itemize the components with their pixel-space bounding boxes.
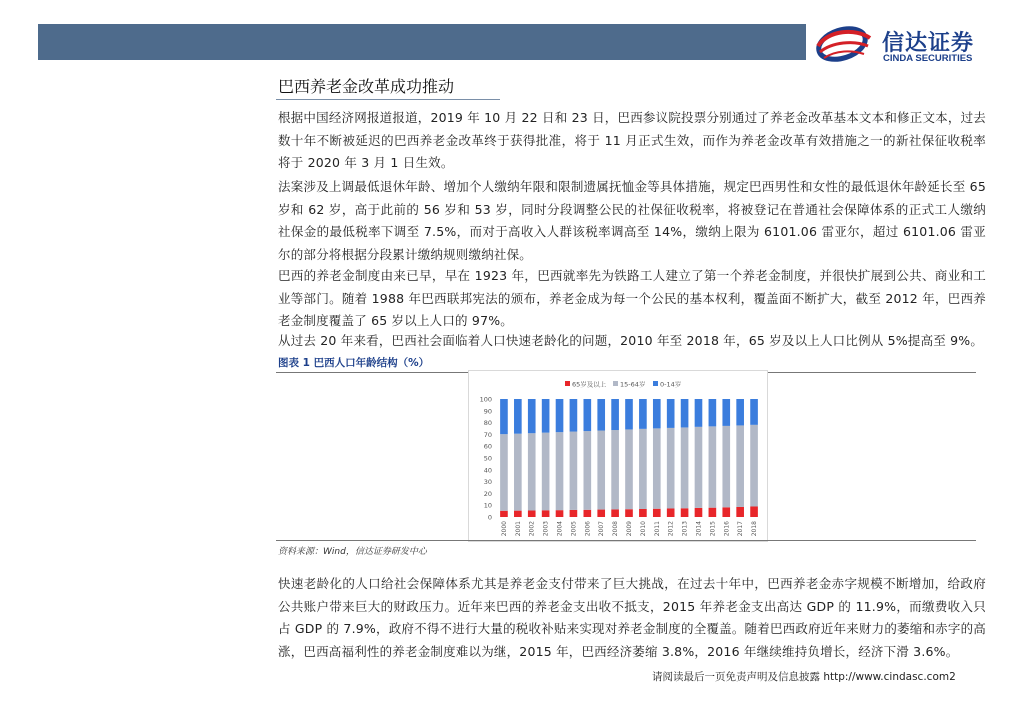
bar-segment xyxy=(681,427,689,508)
paragraph-2: 法案涉及上调最低退休年龄、增加个人缴纳年限和限制遗属抚恤金等具体措施，规定巴西男性和女性的最低退休年龄延长至 65 岁和 62 岁，高于此前的 56 岁和 53 岁，同时分段调整公民的社保征收税率，将被登记在普通社会保障体系的正式工人缴纳社保金的最低税率下调至 7.5%，而对于高收入人群该税率调高至 14%，缴纳上限为 6101.06 雷亚尔，超过 6101.06 雷亚尔的部分将根据分段累计缴纳规则缴纳社保。 xyxy=(278,179,986,262)
bar-segment xyxy=(583,510,591,517)
bar-segment xyxy=(528,399,536,433)
y-tick-label: 100 xyxy=(479,395,492,404)
paragraph-5: 快速老龄化的人口给社会保障体系尤其是养老金支付带来了巨大挑战，在过去十年中，巴西养老金赤字规模不断增加，给政府公共账户带来巨大的财政压力。近年来巴西的养老金支出收不抵支，2015 年养老金支出高达 GDP 的 11.9%，而缴费收入只占 GDP 的 7.9%，政府不得不进行大量的税收补贴来实现对养老金制度的全覆盖。随着巴西政府近年来财力的萎缩和赤字的高涨，巴西高福利性的养老金制度难以为继，2015 年，巴西经济萎缩 3.8%，2016 年继续维持负增长，经济下滑 3.6%。 xyxy=(278,576,986,659)
x-tick-label: 2010 xyxy=(639,521,647,537)
y-tick-label: 90 xyxy=(483,407,492,416)
bar-segment xyxy=(639,509,647,517)
figure-title: 图表 1 巴西人口年龄结构（%） xyxy=(278,357,430,369)
bar-segment xyxy=(667,399,675,428)
bar-segment xyxy=(695,508,703,517)
x-tick-label: 2007 xyxy=(598,521,606,537)
bar-segment xyxy=(653,399,661,428)
x-tick-label: 2015 xyxy=(709,521,717,537)
x-tick-label: 2001 xyxy=(514,521,522,537)
bar-segment xyxy=(583,399,591,431)
logo-cn-text: 信达证券 xyxy=(882,31,975,56)
bar-segment xyxy=(736,507,744,517)
header-bar xyxy=(38,24,806,60)
y-tick-label: 70 xyxy=(483,430,492,439)
bar-segment xyxy=(500,399,508,434)
legend-swatch xyxy=(653,381,658,386)
x-tick-label: 2004 xyxy=(556,521,564,537)
legend-label: 0-14岁 xyxy=(660,380,682,389)
legend-label: 15-64岁 xyxy=(620,380,646,389)
bar-segment xyxy=(639,429,647,509)
population-chart xyxy=(468,370,768,542)
bar-segment xyxy=(653,509,661,517)
x-tick-label: 2014 xyxy=(695,521,703,537)
x-tick-label: 2000 xyxy=(500,521,508,537)
y-tick-label: 50 xyxy=(483,454,492,463)
bar-segment xyxy=(681,399,689,427)
bar-segment xyxy=(722,507,730,517)
bar-segment xyxy=(500,434,508,511)
bar-segment xyxy=(583,431,591,510)
bar-segment xyxy=(750,506,758,517)
bar-segment xyxy=(597,399,605,431)
bar-segment xyxy=(611,509,619,517)
bar-segment xyxy=(570,399,578,432)
bar-segment xyxy=(750,399,758,425)
x-tick-label: 2013 xyxy=(681,521,689,537)
bar-segment xyxy=(750,425,758,507)
footer-disclaimer: 请阅读最后一页免责声明及信息披露 http://www.cindasc.com2 xyxy=(652,671,956,683)
x-tick-label: 2012 xyxy=(667,521,675,537)
bar-segment xyxy=(695,399,703,427)
y-tick-label: 40 xyxy=(483,466,492,475)
figure-source: 资料来源：Wind，信达证券研发中心 xyxy=(278,547,427,557)
bar-segment xyxy=(514,434,522,511)
x-tick-label: 2016 xyxy=(723,521,731,537)
paragraph-3: 巴西的养老金制度由来已早，早在 1923 年，巴西就率先为铁路工人建立了第一个养老金制度，并很快扩展到公共、商业和工业等部门。随着 1988 年巴西联邦宪法的颁布，养老金成为每一个公民的基本权利，覆盖面不断扩大，截至 2012 年，巴西养老金制度覆盖了 65 岁以上人口的 97%。 xyxy=(278,268,986,328)
chart-svg xyxy=(469,371,769,543)
bar-segment xyxy=(597,431,605,510)
cinda-logo xyxy=(812,20,992,66)
y-tick-label: 0 xyxy=(487,513,492,522)
bar-segment xyxy=(709,399,717,426)
bar-segment xyxy=(570,510,578,517)
legend-swatch xyxy=(565,381,570,386)
bar-segment xyxy=(542,433,550,511)
logo-en-text: CINDA SECURITIES xyxy=(883,53,973,64)
bar-segment xyxy=(528,433,536,510)
x-tick-label: 2017 xyxy=(737,521,745,537)
bar-segment xyxy=(514,399,522,434)
bar-segment xyxy=(625,429,633,509)
logo-swoosh-icon xyxy=(812,20,878,66)
x-tick-label: 2008 xyxy=(612,521,620,537)
legend-swatch xyxy=(613,381,618,386)
x-tick-label: 2009 xyxy=(626,521,633,537)
bar-segment xyxy=(542,510,550,517)
bar-segment xyxy=(625,509,633,517)
bar-segment xyxy=(639,399,647,429)
bar-segment xyxy=(528,511,536,517)
bar-segment xyxy=(736,399,744,425)
bar-segment xyxy=(542,399,550,433)
bar-segment xyxy=(625,399,633,429)
bar-segment xyxy=(709,508,717,517)
x-tick-label: 2018 xyxy=(751,521,759,537)
bar-segment xyxy=(556,399,564,432)
bar-segment xyxy=(597,510,605,517)
y-tick-label: 20 xyxy=(483,489,492,498)
bar-segment xyxy=(681,508,689,517)
x-tick-label: 2002 xyxy=(528,521,536,537)
bar-segment xyxy=(695,427,703,508)
bar-segment xyxy=(556,510,564,517)
bar-segment xyxy=(556,432,564,510)
x-tick-label: 2006 xyxy=(584,521,592,537)
y-tick-label: 60 xyxy=(483,442,492,451)
bar-segment xyxy=(570,432,578,510)
x-tick-label: 2003 xyxy=(542,521,550,537)
bar-segment xyxy=(514,511,522,517)
bar-segment xyxy=(709,426,717,507)
bar-segment xyxy=(736,425,744,507)
y-tick-label: 10 xyxy=(483,501,492,510)
y-tick-label: 80 xyxy=(483,419,492,428)
bar-segment xyxy=(653,428,661,508)
x-tick-label: 2005 xyxy=(570,521,578,537)
title-underline xyxy=(276,99,500,100)
bar-segment xyxy=(722,426,730,507)
paragraph-4: 从过去 20 年来看，巴西社会面临着人口快速老龄化的问题，2010 年至 2018 年，65 岁及以上人口比例从 5%提高至 9%。 xyxy=(278,333,984,348)
bar-segment xyxy=(722,399,730,426)
figure-rule-bottom xyxy=(276,540,976,541)
paragraph-1: 根据中国经济网报道报道，2019 年 10 月 22 日和 23 日，巴西参议院投票分别通过了养老金改革基本文本和修正文本，过去数十年不断被延迟的巴西养老金改革终于获得批准，将于 11 月正式生效，而作为养老金改革有效措施之一的新社保征收税率将于 2020 年 3 月 1 日生效。 xyxy=(278,110,986,170)
bar-segment xyxy=(611,399,619,430)
legend-label: 65岁及以上 xyxy=(572,380,607,389)
section-title: 巴西养老金改革成功推动 xyxy=(278,77,455,96)
bar-segment xyxy=(667,428,675,509)
x-tick-label: 2011 xyxy=(653,521,661,537)
bar-segment xyxy=(667,509,675,517)
bar-segment xyxy=(500,511,508,517)
bar-segment xyxy=(611,430,619,509)
y-tick-label: 30 xyxy=(483,478,492,487)
